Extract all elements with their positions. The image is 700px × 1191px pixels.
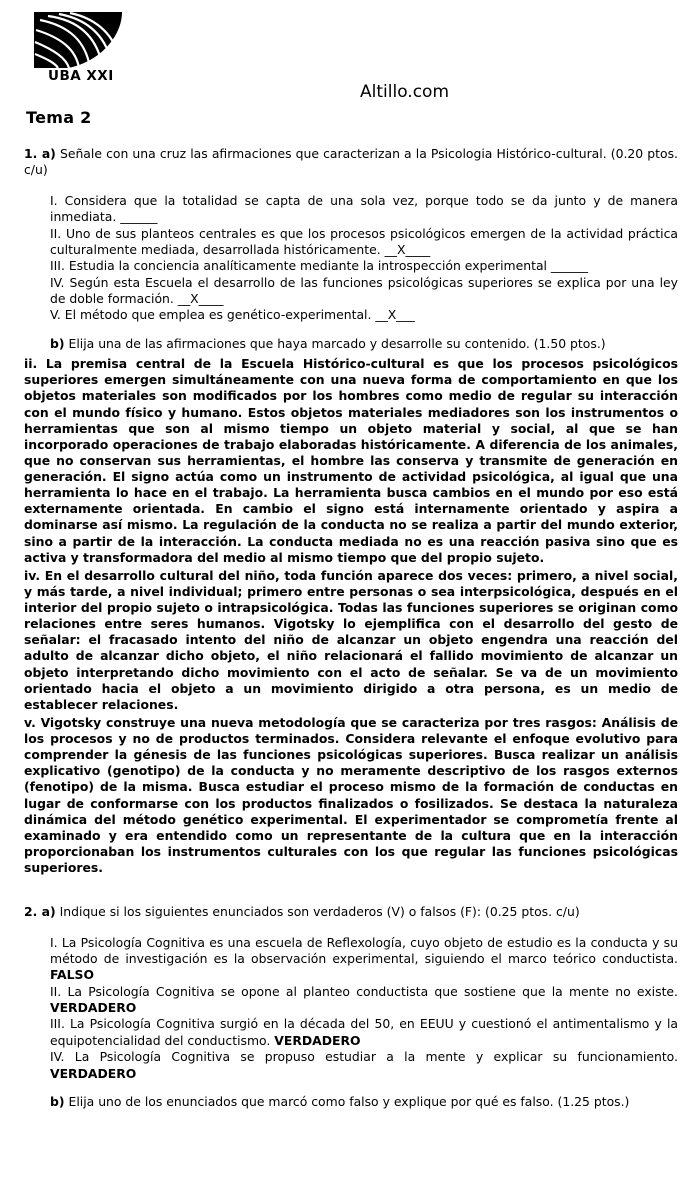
option-item [24, 984, 678, 1017]
question-1b-prompt: Elija una de las afirmaciones que haya marcado y desarrolle su contenido. (1.50 ptos.) [68, 335, 606, 351]
option-item: III. Estudia la conciencia analíticamente mediante la introspección experimental ______ [50, 258, 589, 274]
option-item [24, 1049, 678, 1082]
answer-paragraph: iv. En el desarrollo cultural del niño, toda función aparece dos veces: primero, a nivel social, y más tarde, a nivel individual; primero entre personas o sea interpsicológica, después en el interior del propio sujeto o intrapsicológica. Todas las funciones superiores se originan como relaciones entre seres humanos. Vigotsky lo ejemplifica con el desarrollo del gesto de señalar: el fracasado intento del niño de alcanzar un objeto engendra una reacción del adulto de alcanzar dicho objeto, el niño relacionará el fallido movimiento de alcanzar un objeto interpretando dicho movimiento con el acto de señalar. Se va de un movimiento orientado hacia el objeto a un movimiento dirigido a otra persona, es un medio de establecer relaciones. [24, 567, 678, 712]
option-verdict: VERDADERO [50, 1065, 137, 1081]
question-2b-heading [24, 1094, 678, 1110]
option-text: III. La Psicología Cognitiva surgió en la década del 50, en EEUU y cuestionó el antimentalismo y la equipotencialidad del conductismo. [50, 1016, 678, 1048]
question-1b-heading [24, 336, 678, 352]
question-1-options [24, 193, 678, 324]
option-text: I. La Psicología Cognitiva es una escuela de Reflexología, cuyo objeto de estudio es la conducta y su método de investigación es la observación experimental, siguiendo el marco teórico conductista. [50, 934, 678, 966]
question-2b-label: b) [50, 1093, 65, 1109]
option-text: IV. La Psicología Cognitiva se propuso estudiar a la mente y explicar su funcionamiento. [50, 1049, 678, 1065]
site-watermark: Altillo.com [360, 82, 450, 102]
option-verdict: VERDADERO [274, 1032, 361, 1048]
answer-paragraph: ii. La premisa central de la Escuela Histórico-cultural es que los procesos psicológicos superiores emergen simultáneamente con una nueva forma de comportamiento en que los objetos materiales son modificados por los hombres como medio de regular su interacción con el mundo físico y humano. Estos objetos materiales mediadores son los instrumentos o herramientas que son al mismo tiempo un objeto material y social, al que se han incorporado operaciones de trabajo elaboradas históricamente. A diferencia de los animales, que no conservan sus herramientas, el hombre las conserva y transmite de generación en generación. El signo actúa como un instrumento de actividad psicológica, al igual que una herramienta lo hace en el trabajo. La herramienta busca cambios en el mundo por eso está externamente orientada. En cambio el signo está internamente orientado y aspira a dominarse así mismo. La regulación de la conducta no se realiza a partir del mundo exterior, sino a partir de la interacción. La conducta mediada no es una reacción pasiva sino que es activa y transformadora del medio al mismo tiempo que del propio sujeto. [24, 356, 678, 565]
option-item [24, 1016, 678, 1049]
page-header [0, 0, 700, 127]
question-2b-prompt: Elija uno de los enunciados que marcó como falso y explique por qué es falso. (1.25 ptos.) [68, 1093, 630, 1109]
question-2-prompt: Indique si los siguientes enunciados son verdaderos (V) o falsos (F): (0.25 ptos. c/u) [59, 904, 580, 920]
question-1-prompt: Señale con una cruz las afirmaciones que caracterizan a la Psicologia Histórico-cultural. (0.20 ptos. c/u) [24, 146, 679, 178]
question-2-number: 2. a) [24, 904, 56, 920]
question-2-heading [24, 904, 678, 920]
uba-xxi-fan-logo-icon [26, 6, 146, 90]
option-text: II. La Psicología Cognitiva se opone al planteo conductista que sostiene que la mente no existe. [50, 983, 678, 999]
page-title: Tema 2 [26, 108, 92, 127]
option-item: II. Uno de sus planteos centrales es que los procesos psicológicos emergen de la actividad práctica culturalmente mediada, desarrollada históricamente. __X____ [50, 225, 678, 257]
option-item: V. El método que emplea es genético-experimental. __X___ [50, 307, 415, 323]
option-item [24, 935, 678, 984]
option-item: IV. Según esta Escuela el desarrollo de las funciones psicológicas superiores se explica por una ley de doble formación. __X____ [50, 274, 678, 306]
question-1-heading [24, 146, 678, 179]
logo-label: UBA XXI [48, 68, 114, 84]
question-1b-label: b) [50, 335, 65, 351]
answer-paragraph: v. Vigotsky construye una nueva metodología que se caracteriza por tres rasgos: Análisis de los procesos y no de productos terminados. Considera relevante el enfoque evolutivo para comprender la génesis de las funciones psicológicas superiores. Busca realizar un análisis explicativo (genotipo) de la conducta y no meramente descriptivo de los rasgos externos (fenotipo) de la misma. Busca estudiar el proceso mismo de la formación de conductas en lugar de conformarse con los productos finalizados o fosilizados. Se destaca la naturaleza dinámica del método genético experimental. El experimentador se comprometía frente al examinado y era entendido como un representante de la cultura que en la interacción proporcionaban los instrumentos culturales con los que regular las funciones psicológicas superiores. [24, 714, 678, 875]
option-verdict: VERDADERO [50, 1000, 137, 1015]
option-verdict: FALSO [50, 967, 94, 983]
question-1-number: 1. a) [24, 146, 56, 161]
exam-content [24, 146, 678, 1114]
question-2-options [24, 935, 678, 1082]
option-item: I. Considera que la totalidad se capta de una sola vez, porque todo se da junto y de manera inmediata. ______ [50, 192, 678, 225]
